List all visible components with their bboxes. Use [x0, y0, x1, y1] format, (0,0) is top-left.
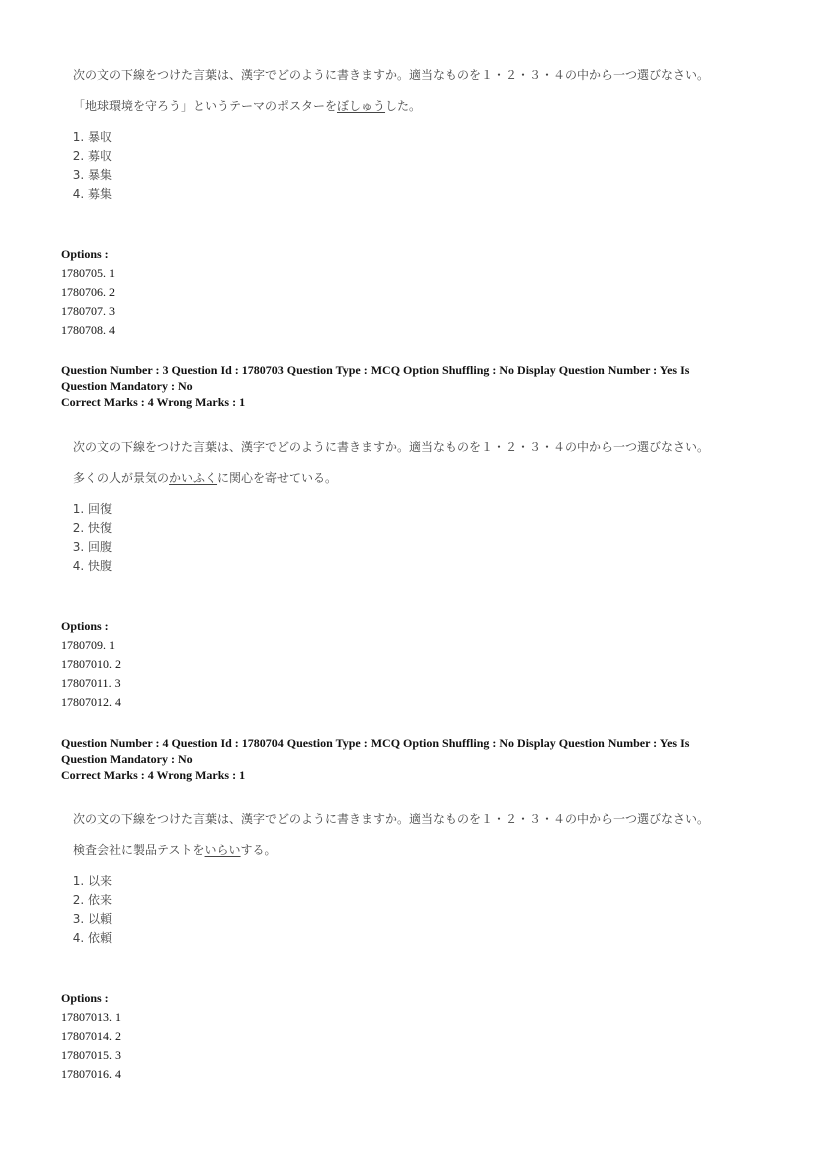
option-id: 17807014 [61, 1029, 109, 1043]
choice-item: 3. 暴集 [88, 166, 826, 185]
choice-item: 2. 快復 [88, 519, 826, 538]
question-instruction: 次の文の下線をつけた言葉は、漢字でどのように書きますか。適当なものを１・２・３・４の中から一つ選びなさい。 [73, 440, 710, 454]
option-number: 1 [109, 266, 115, 280]
option-row: 1780705. 1 [61, 266, 115, 280]
option-row: 17807016. 4 [61, 1067, 121, 1081]
option-row: 17807012. 4 [61, 695, 121, 709]
question-instruction: 次の文の下線をつけた言葉は、漢字でどのように書きますか。適当なものを１・２・３・４の中から一つ選びなさい。 [73, 68, 710, 82]
question-4-body [0, 810, 826, 948]
option-id: 1780708 [61, 323, 103, 337]
option-id: 1780705 [61, 266, 103, 280]
choice-list [0, 872, 826, 948]
options-label: Options : [61, 247, 109, 261]
sentence-underlined-word: ぼしゅう [337, 99, 386, 113]
choice-item: 1. 暴収 [88, 128, 826, 147]
option-number: 3 [114, 676, 121, 690]
option-number: 4 [109, 323, 115, 337]
choice-list [0, 128, 826, 204]
question-3-body [0, 438, 826, 576]
option-row: 17807011. 3 [61, 676, 121, 690]
question-3-header [0, 362, 826, 410]
option-number: 4 [115, 695, 121, 709]
option-row: 17807010. 2 [61, 657, 121, 671]
option-id: 17807016 [61, 1067, 109, 1081]
question-meta: Question Number : 4 Question Id : 1780704 Question Type : MCQ Option Shuffling : No Display Question Number : Yes Is Question Mandatory : No [61, 736, 690, 766]
choice-item: 4. 快腹 [88, 557, 826, 576]
option-id: 17807013 [61, 1010, 109, 1024]
question-meta: Question Number : 3 Question Id : 1780703 Question Type : MCQ Option Shuffling : No Display Question Number : Yes Is Question Mandatory : No [61, 363, 690, 393]
choice-list [0, 500, 826, 576]
option-number: 3 [109, 304, 115, 318]
question-4-options [0, 989, 826, 1084]
option-number: 1 [115, 1010, 121, 1024]
choice-item: 2. 募収 [88, 147, 826, 166]
choice-item: 4. 募集 [88, 185, 826, 204]
question-2-body [0, 66, 826, 204]
option-row: 1780709. 1 [61, 638, 115, 652]
option-id: 17807015 [61, 1048, 109, 1062]
choice-item: 3. 以頼 [88, 910, 826, 929]
options-label: Options : [61, 619, 109, 633]
option-row: 1780706. 2 [61, 285, 115, 299]
sentence-after: に関心を寄せている。 [217, 471, 338, 485]
question-instruction: 次の文の下線をつけた言葉は、漢字でどのように書きますか。適当なものを１・２・３・４の中から一つ選びなさい。 [73, 812, 710, 826]
choice-item: 1. 以来 [88, 872, 826, 891]
option-id: 1780706 [61, 285, 103, 299]
sentence-before: 多くの人が景気の [73, 471, 170, 485]
sentence-after: した。 [385, 99, 422, 113]
sentence-after: する。 [240, 843, 277, 857]
sentence-underlined-word: いらい [204, 843, 241, 857]
choice-item: 1. 回復 [88, 500, 826, 519]
option-number: 1 [109, 638, 115, 652]
choice-item: 2. 依来 [88, 891, 826, 910]
question-3-options [0, 617, 826, 712]
question-marks: Correct Marks : 4 Wrong Marks : 1 [61, 395, 246, 409]
option-row: 17807014. 2 [61, 1029, 121, 1043]
option-number: 2 [109, 285, 115, 299]
option-number: 3 [115, 1048, 121, 1062]
sentence-underlined-word: かいふく [169, 471, 218, 485]
options-label: Options : [61, 991, 109, 1005]
question-sentence [73, 469, 826, 488]
question-marks: Correct Marks : 4 Wrong Marks : 1 [61, 768, 246, 782]
option-row: 1780708. 4 [61, 323, 115, 337]
option-number: 2 [115, 1029, 121, 1043]
question-2-options [0, 245, 826, 340]
choice-item: 3. 回腹 [88, 538, 826, 557]
question-sentence [73, 97, 826, 116]
question-4-header [0, 735, 826, 783]
option-id: 17807012 [61, 695, 109, 709]
sentence-before: 検査会社に製品テストを [73, 843, 205, 857]
option-number: 4 [115, 1067, 121, 1081]
choice-item: 4. 依頼 [88, 929, 826, 948]
option-id: 17807011 [61, 676, 109, 690]
option-row: 17807015. 3 [61, 1048, 121, 1062]
sentence-before: 「地球環境を守ろう」というテーマのポスターを [73, 99, 338, 113]
question-sentence [73, 841, 826, 860]
option-row: 1780707. 3 [61, 304, 115, 318]
option-id: 1780707 [61, 304, 103, 318]
option-id: 17807010 [61, 657, 109, 671]
option-id: 1780709 [61, 638, 103, 652]
option-row: 17807013. 1 [61, 1010, 121, 1024]
option-number: 2 [115, 657, 121, 671]
